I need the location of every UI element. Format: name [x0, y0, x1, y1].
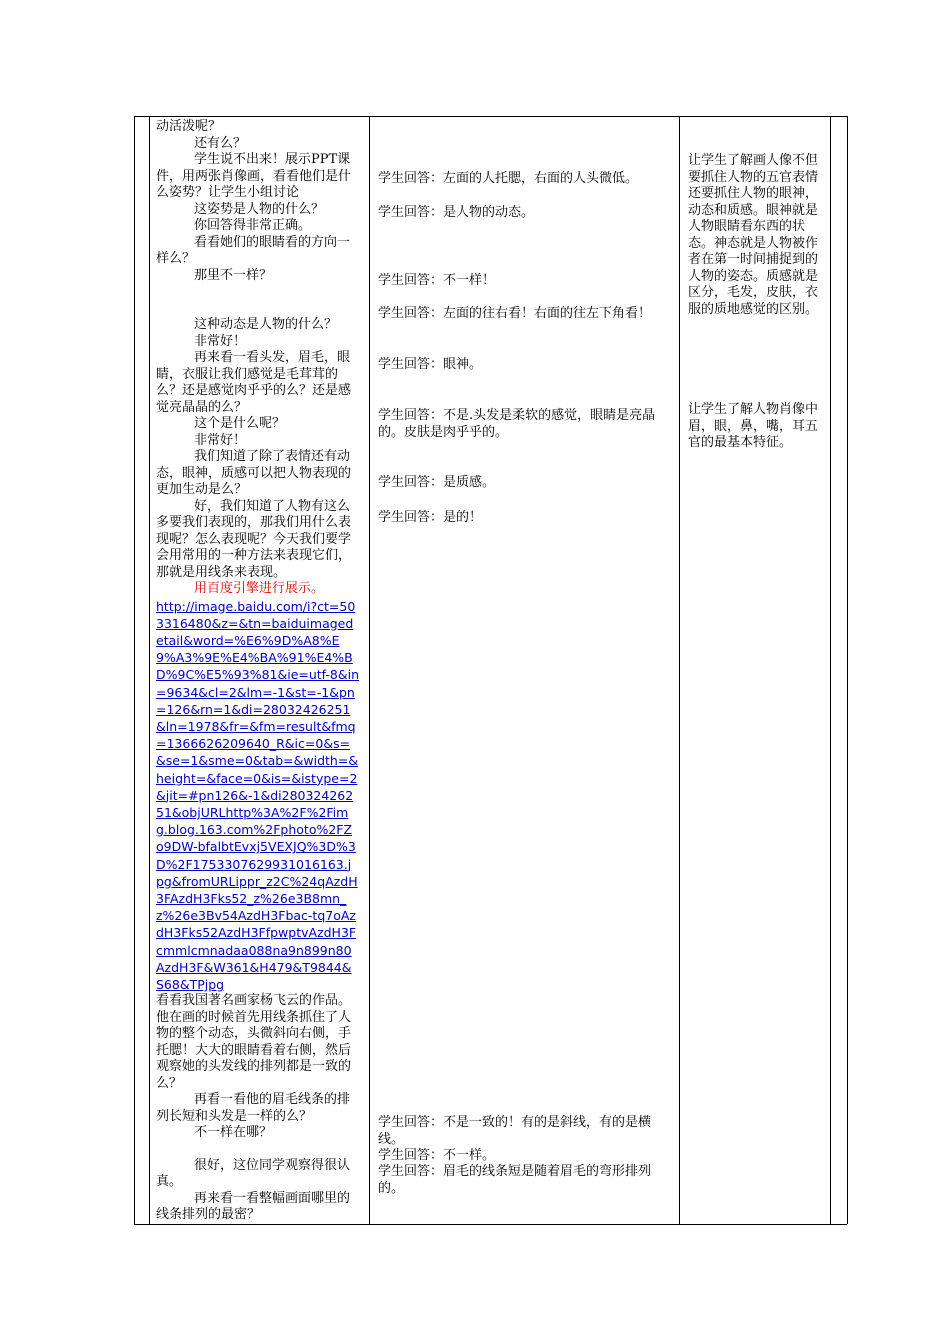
- table-bottom-border: [134, 1224, 847, 1225]
- student-answer: 学生回答：不一样。: [378, 1148, 496, 1163]
- table-border-right: [847, 116, 848, 1224]
- student-response-column: [378, 0, 673, 1224]
- baidu-image-link[interactable]: http://image.baidu.com/i?ct=503316480&z=&tn=baiduimagedetail&word=%E6%9D%A8%E9%A3%9E%E4%BA%91%E4%BD%9C%E5%93%81&ie=utf-8&in=9634&cl=2&lm=-1&st=-1&pn=126&rn=1&di=28032426251&ln=1978&fr=&fm=result&fmq=1366626209640_R&ic=0&s=&se=1&sme=0&tab=&width=&height=&face=0&is=&istype=2&jit=#pn126&-1&di28032426251&objURLhttp%3A%2F%2Fimg.blog.163.com%2Fphoto%2FZo9DW-bfalbtEvxj5VEXJQ%3D%3D%2F1753307629931016163.jpg&fromURLippr_z2C%24qAzdH3FAzdH3Fks52_z%26e3B8mn_z%26e3Bv54AzdH3Fbac-tq7oAzdH3Fks52AzdH3FfpwptvAzdH3Fcmmlcmnadaa088na9n899n80AzdH3F&W361&H479&T9844&S68&TPjpg: [156, 598, 360, 992]
- text-paragraph: 我们知道了除了表情还有动态，眼神，质感可以把人物表现的更加生动是么？: [156, 449, 352, 497]
- teacher-activity-column: [156, 119, 359, 1224]
- student-answer: 学生回答：是人物的动态。: [378, 205, 535, 220]
- text-line: 这姿势是人物的什么？: [194, 201, 325, 217]
- student-answer: 学生回答：是的！: [378, 510, 483, 525]
- text-line: 你回答得非常正确。: [194, 218, 312, 233]
- text-line: 这个是什么呢？: [194, 416, 286, 431]
- text-line: 还有么？: [194, 135, 247, 151]
- text-paragraph: 再看一看他的眉毛线条的排列长短和头发是一样的么？: [156, 1092, 351, 1124]
- student-answer: 学生回答：不是一致的！有的是斜线，有的是横线。: [378, 1115, 652, 1147]
- text-paragraph: 好，我们知道了人物有这么多要我们表现的，那我们用什么表现呢？怎么表现呢？今天我们要学会用常用的一种方法来表现它们，那就是用线条来表现。: [156, 498, 352, 580]
- text-paragraph: 看看她们的眼睛看的方向一样么？: [156, 234, 351, 266]
- design-intent-note: 让学生了解人物肖像中眉，眼，鼻，嘴，耳五官的最基本特征。: [688, 402, 819, 450]
- red-note: 用百度引擎进行展示。: [194, 581, 325, 596]
- text-paragraph: 再来看一看头发，眉毛，眼睛，衣服让我们感觉是毛茸茸的么？还是感觉肉乎乎的么？还是感觉亮晶晶的么？: [156, 350, 352, 415]
- text-line: 那里不一样？: [194, 267, 273, 283]
- student-answer: 学生回答：不是.头发是柔软的感觉，眼睛是亮晶的。皮肤是肉乎乎的。: [378, 408, 656, 440]
- student-answer: 学生回答：眼神。: [378, 357, 483, 372]
- student-answer: 学生回答：不一样！: [378, 273, 496, 288]
- text-line: 这种动态是人物的什么？: [194, 317, 338, 332]
- text-line: 非常好！: [194, 333, 247, 349]
- table-border-inner-left: [149, 116, 150, 1224]
- text-paragraph: 再来看一看整幅画面哪里的线条排列的最密？: [156, 1190, 351, 1223]
- text-paragraph: 学生说不出来！展示PPT课件，用两张肖像画，看看他们是什么姿势？让学生小组讨论: [156, 152, 352, 200]
- student-answer: 学生回答：是质感。: [378, 475, 496, 490]
- table-column-divider-2: [679, 116, 680, 1224]
- table-column-divider-1: [369, 116, 370, 1224]
- spacer: [156, 1142, 359, 1158]
- student-answer: 学生回答：眉毛的线条短是随着眉毛的弯形排列的。: [378, 1164, 652, 1196]
- student-answer: 学生回答：左面的人托腮，右面的人头微低。: [378, 171, 639, 186]
- design-intent-note: 让学生了解画人像不但要抓住人物的五官表情还要抓住人物的眼神，动态和质感。眼神就是人物眼睛看东西的状态。神态就是人物被作者在第一时间捕捉到的人物的姿态。质感就是区分，毛发，皮肤，衣服的质地感觉的区别。: [688, 153, 819, 317]
- text-paragraph: 很好，这位同学观察得很认真。: [156, 1157, 351, 1190]
- student-answer: 学生回答：左面的往右看！右面的往左下角看！: [378, 306, 652, 321]
- text-line: 非常好！: [194, 432, 247, 448]
- text-line: 不一样在哪？: [194, 1125, 273, 1141]
- text-line: 动活泼呢？: [156, 119, 222, 134]
- text-paragraph: 看看我国著名画家杨飞云的作品。他在画的时候首先用线条抓住了人物的整个动态，头微斜向右侧，手托腮！大大的眼睛看着右侧，然后观察她的头发线的排列都是一致的么？: [156, 993, 352, 1091]
- spacer: [156, 284, 359, 317]
- table-border-inner-right: [830, 116, 831, 1224]
- table-border-left: [134, 116, 135, 1224]
